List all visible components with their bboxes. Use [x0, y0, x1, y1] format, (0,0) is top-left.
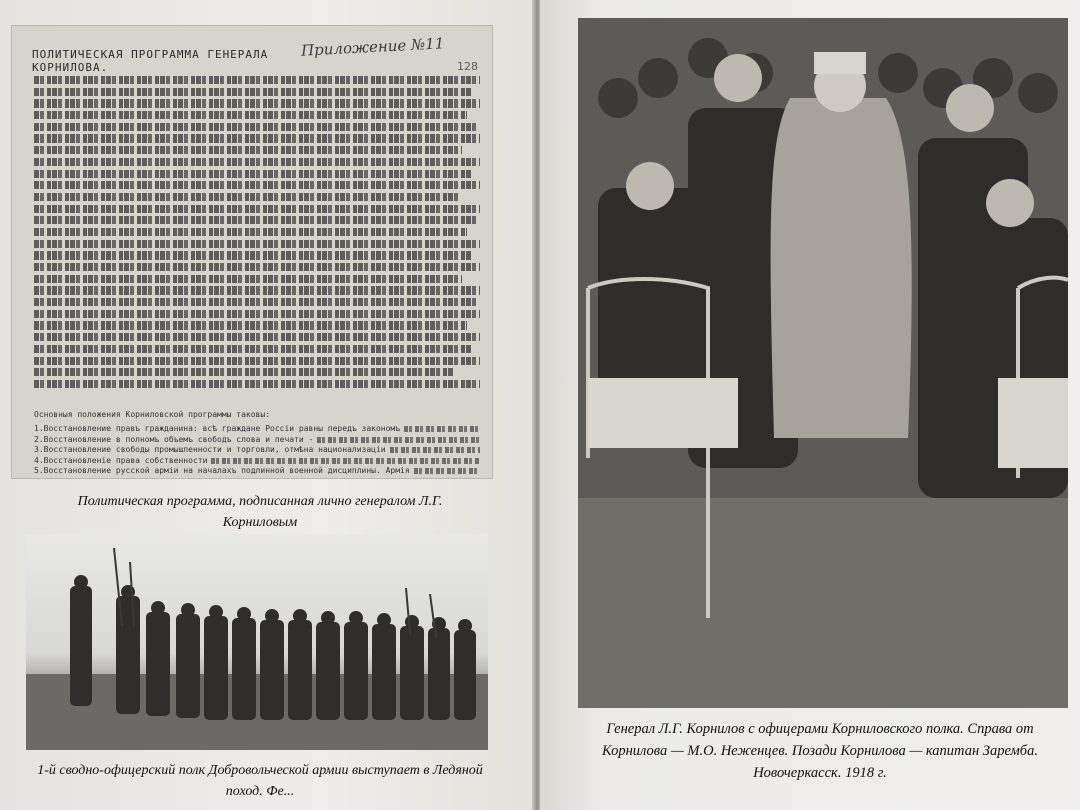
document-point: 2.Восстановление в полномъ объемъ свободъ слова и печати -	[34, 435, 480, 446]
document-caption: Политическая программа, подписанная лично генералом Л.Г. Корниловым	[77, 494, 443, 530]
document-intro-line: Основныя положения Корниловской программы таковы:	[34, 410, 271, 419]
kornilov-officers-photo	[578, 18, 1068, 708]
document-heading: ПОЛИТИЧЕСКАЯ ПРОГРАММА ГЕНЕРАЛА КОРНИЛОВА.	[32, 48, 269, 74]
document-point: 3.Восстановление свободы промышленности и торговли, отмѣна национализацiи	[34, 445, 480, 456]
march-caption: 1-й сводно-офицерский полк Добровольческой армии выступает в Ледяной поход. Фе...	[37, 763, 483, 799]
kornilov-caption: Генерал Л.Г. Корнилов с офицерами Корниловского полка. Справа от Корнилова — М.О. Неженцев. Позади Корнилова — капитан Заремба. Новочеркасск. 1918 г.	[602, 721, 1038, 781]
archive-number: 128	[457, 60, 478, 73]
right-page	[540, 0, 1080, 810]
kornilov-group-illustration	[578, 18, 1068, 708]
left-page	[0, 0, 536, 810]
document-body-text	[34, 76, 480, 396]
regiment-march-illustration	[26, 534, 488, 750]
regiment-march-photo	[26, 534, 488, 750]
document-points-list	[34, 424, 480, 477]
document-point: 5.Восстановление русской армiи на началахъ подлинной военной дисциплины. Армiя	[34, 466, 480, 477]
document-point: 1.Восстановление правъ гражданина: всѣ граждане Россiи равны передъ закономъ	[34, 424, 480, 435]
annex-handwritten-note: Приложение №11	[300, 34, 445, 60]
document-point: 4.Восстановленiе права собственности	[34, 456, 480, 467]
program-document-scan	[12, 26, 492, 478]
